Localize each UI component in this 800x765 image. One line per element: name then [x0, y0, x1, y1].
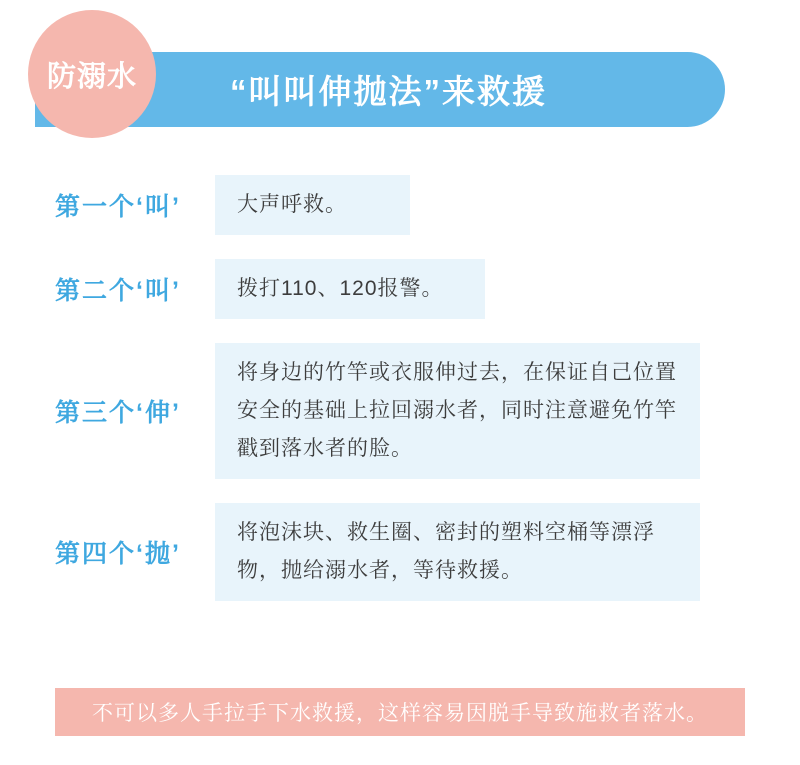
- step-item: [0, 343, 800, 479]
- footer-warning-note: 不可以多人手拉手下水救援，这样容易因脱手导致施救者落水。: [55, 688, 745, 736]
- step-label: 第一个‘叫’: [55, 193, 181, 221]
- step-item: [0, 259, 800, 319]
- step-text: 将身边的竹竿或衣服伸过去，在保证自己位置安全的基础上拉回溺水者，同时注意避免竹竿戳到落水者的脸。: [215, 343, 700, 479]
- header-badge-label: 防溺水: [46, 60, 137, 93]
- step-text: 拨打110、120报警。: [215, 259, 485, 319]
- step-text: 大声呼救。: [215, 175, 410, 235]
- step-item: [0, 175, 800, 235]
- step-item: [0, 503, 800, 601]
- steps-list: [0, 175, 800, 625]
- step-label: 第三个‘伸’: [55, 399, 181, 427]
- step-label: 第四个‘抛’: [55, 540, 181, 568]
- header-badge: [28, 10, 156, 138]
- step-text: 将泡沫块、救生圈、密封的塑料空桶等漂浮物，抛给溺水者，等待救援。: [215, 503, 700, 601]
- header-title: “叫叫伸抛法”来救援: [230, 73, 547, 110]
- step-label: 第二个‘叫’: [55, 277, 181, 305]
